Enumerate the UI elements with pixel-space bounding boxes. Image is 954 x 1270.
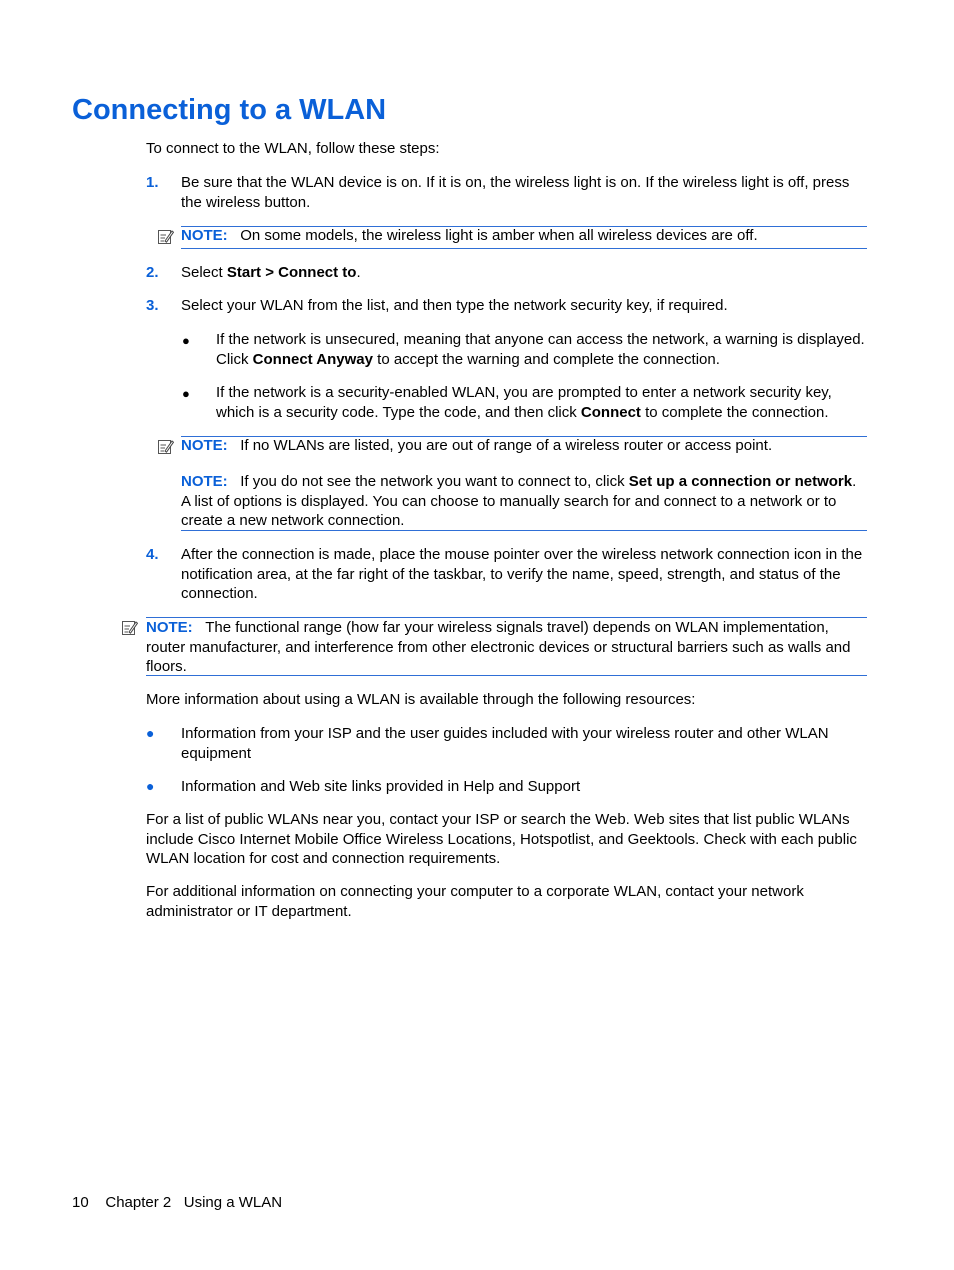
- note-rule-bottom: [181, 530, 867, 531]
- paragraph: For additional information on connecting your computer to a corporate WLAN, contact your network administrator or IT department.: [146, 883, 804, 920]
- note-label: NOTE:: [181, 473, 228, 490]
- note-rule-bottom: [146, 675, 867, 676]
- note-text: If no WLANs are listed, you are out of range of a wireless router or access point.: [240, 437, 773, 454]
- page-number: 10: [72, 1194, 89, 1211]
- note-rule-bottom: [181, 248, 867, 249]
- step-number: 1.: [146, 174, 159, 191]
- paragraph: More information about using a WLAN is available through the following resources:: [146, 691, 696, 708]
- page-title: Connecting to a WLAN: [72, 94, 387, 126]
- note-text: On some models, the wireless light is amber when all wireless devices are off.: [240, 227, 758, 244]
- step-text: Select Start > Connect to.: [181, 264, 361, 281]
- step-number: 4.: [146, 546, 159, 563]
- list-item: If the network is unsecured, meaning that anyone can access the network, a warning is displayed. Click Connect Anyway to accept the warning and complete the connection.: [216, 331, 865, 368]
- note-label: NOTE:: [181, 227, 228, 244]
- note: NOTE: If you do not see the network you want to connect to, click Set up a connection or network. A list of options is displayed. You can choose to manually search for and connect to a network or to create a new network connection.: [181, 473, 857, 529]
- bullet-icon: ●: [182, 386, 190, 401]
- note-label: NOTE:: [146, 619, 193, 636]
- note-icon: [121, 619, 138, 636]
- paragraph: For a list of public WLANs near you, contact your ISP or search the Web. Web sites that list public WLANs include Cisco Internet Mobile Office Wireless Locations, Hotspotlist, and Geektools. Check with each public WLAN location for cost and connection requirements.: [146, 811, 857, 867]
- list-item: Information and Web site links provided in Help and Support: [181, 778, 581, 795]
- note-label: NOTE:: [181, 437, 228, 454]
- note: [181, 436, 867, 456]
- page-footer: [72, 1193, 282, 1213]
- bullet-icon: ●: [146, 778, 155, 794]
- note-text: The functional range (how far your wireless signals travel) depends on WLAN implementation, router manufacturer, and interference from other electronic devices or structural barriers such as walls and floors.: [146, 619, 851, 675]
- section-label: Using a WLAN: [183, 1194, 283, 1211]
- note-icon: [157, 228, 174, 245]
- step-text: Be sure that the WLAN device is on. If it is on, the wireless light is on. If the wireless light is off, press the wireless button.: [181, 174, 850, 211]
- note: [181, 226, 867, 246]
- step-text: After the connection is made, place the mouse pointer over the wireless network connection icon in the notification area, at the far right of the taskbar, to verify the name, speed, strength, and status of the connection.: [181, 546, 863, 602]
- bullet-icon: ●: [146, 725, 155, 741]
- step-number: 2.: [146, 264, 159, 281]
- intro-text: To connect to the WLAN, follow these steps:: [146, 140, 440, 157]
- note-icon: [157, 438, 174, 455]
- bullet-icon: ●: [182, 333, 190, 348]
- list-item: If the network is a security-enabled WLAN, you are prompted to enter a network security key, which is a security code. Type the code, and then click Connect to complete the connection.: [216, 384, 832, 421]
- step-number: 3.: [146, 297, 159, 314]
- list-item: Information from your ISP and the user guides included with your wireless router and other WLAN equipment: [181, 725, 829, 762]
- step-text: Select your WLAN from the list, and then type the network security key, if required.: [181, 297, 728, 314]
- chapter-label: Chapter 2: [105, 1194, 172, 1211]
- note: [146, 618, 871, 677]
